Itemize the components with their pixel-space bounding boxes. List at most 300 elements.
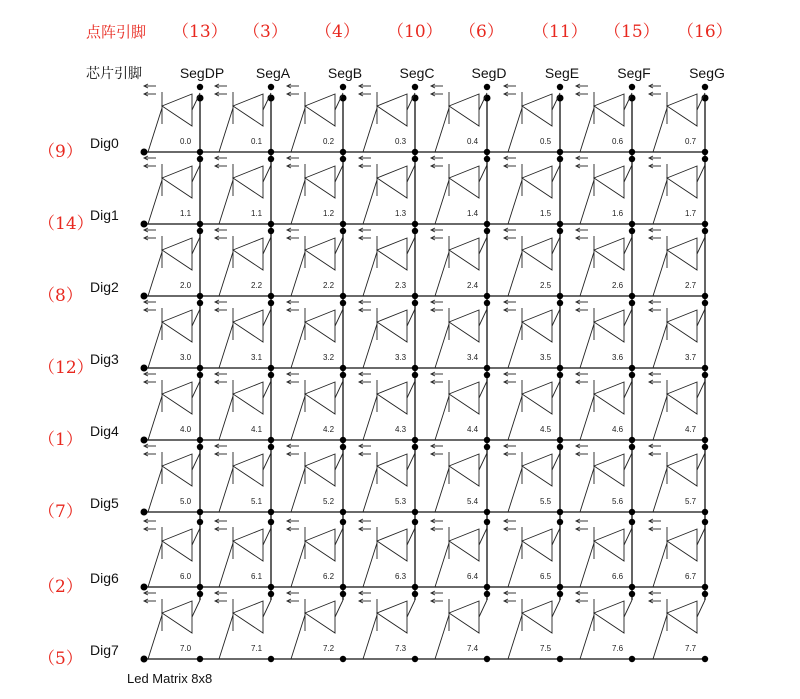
diode-lead [552, 165, 560, 182]
led-cell [431, 228, 490, 299]
junction-dot [557, 591, 563, 597]
junction-dot [340, 221, 346, 227]
column-matrix-pin: （10） [387, 22, 443, 42]
junction-dot [268, 293, 274, 299]
diode-lead [508, 324, 522, 368]
led-cell [287, 444, 346, 515]
dig-terminal-dot [141, 437, 148, 444]
diode-lead [363, 543, 377, 587]
diode-lead [363, 180, 377, 224]
row-chip-pin: Dig3 [90, 351, 119, 367]
junction-dot [412, 656, 418, 662]
junction-dot [629, 372, 635, 378]
diode-triangle [377, 382, 407, 414]
diode-lead [435, 324, 449, 368]
junction-dot [484, 365, 490, 371]
led-label: 7.1 [251, 644, 263, 653]
junction-dot [702, 149, 708, 155]
diode-lead [435, 180, 449, 224]
diode-lead [624, 93, 632, 110]
led-label: 7.3 [395, 644, 407, 653]
diode-lead [407, 93, 415, 110]
diode-lead [552, 600, 560, 617]
junction-dot [340, 149, 346, 155]
led-label: 5.4 [467, 497, 479, 506]
junction-dot [412, 84, 418, 90]
diode-lead [580, 396, 594, 440]
diode-lead [407, 381, 415, 398]
diode-lead [552, 309, 560, 326]
junction-dot [702, 293, 708, 299]
led-cell [144, 591, 203, 662]
diode-triangle [667, 166, 697, 198]
diode-lead [291, 180, 305, 224]
junction-dot [702, 519, 708, 525]
led-label: 1.6 [612, 209, 624, 218]
led-cell [359, 591, 418, 662]
diode-lead [263, 528, 271, 545]
led-cell [359, 519, 418, 590]
diode-lead [508, 108, 522, 152]
junction-dot [197, 437, 203, 443]
matrix-pin-title: 点阵引脚 [86, 23, 147, 41]
led-cell [215, 519, 274, 590]
diode-triangle [305, 529, 335, 561]
row-matrix-pin: （7） [38, 502, 83, 522]
led-cell [649, 156, 708, 227]
led-cell [359, 444, 418, 515]
junction-dot [629, 365, 635, 371]
junction-dot [268, 591, 274, 597]
junction-dot [340, 156, 346, 162]
led-label: 1.2 [323, 209, 335, 218]
row-chip-pin: Dig5 [90, 495, 119, 511]
junction-dot [484, 149, 490, 155]
junction-dot [412, 437, 418, 443]
diode-triangle [594, 454, 624, 486]
led-label: 2.2 [323, 281, 335, 290]
diode-triangle [377, 310, 407, 342]
diode-lead [263, 381, 271, 398]
led-label: 2.5 [540, 281, 552, 290]
junction-dot [340, 372, 346, 378]
led-label: 3.7 [685, 353, 697, 362]
diode-lead [407, 600, 415, 617]
led-label: 5.0 [180, 497, 192, 506]
diode-lead [219, 324, 233, 368]
diode-lead [335, 165, 343, 182]
diode-lead [148, 543, 162, 587]
dig-terminal-dot [141, 509, 148, 516]
diode-lead [624, 600, 632, 617]
junction-dot [197, 372, 203, 378]
diode-triangle [233, 310, 263, 342]
diode-triangle [305, 454, 335, 486]
diode-lead [580, 180, 594, 224]
diode-lead [653, 396, 667, 440]
diode-lead [697, 528, 705, 545]
row-matrix-pin: （1） [38, 430, 83, 450]
diode-lead [697, 93, 705, 110]
diode-lead [697, 165, 705, 182]
led-cell [649, 84, 708, 155]
junction-dot [629, 221, 635, 227]
led-label: 0.7 [685, 137, 697, 146]
diode-lead [335, 381, 343, 398]
diode-lead [192, 600, 200, 617]
junction-dot [557, 437, 563, 443]
led-label: 7.2 [323, 644, 335, 653]
diode-lead [552, 453, 560, 470]
row-matrix-pin: （8） [38, 286, 83, 306]
led-label: 0.3 [395, 137, 407, 146]
row-chip-pin: Dig6 [90, 570, 119, 586]
column-chip-pin: SegG [689, 65, 725, 81]
diode-triangle [449, 454, 479, 486]
junction-dot [412, 293, 418, 299]
diode-lead [291, 468, 305, 512]
diode-lead [653, 324, 667, 368]
diode-lead [435, 252, 449, 296]
led-cell [649, 372, 708, 443]
diode-lead [624, 165, 632, 182]
junction-dot [702, 84, 708, 90]
led-cell [215, 156, 274, 227]
junction-dot [557, 221, 563, 227]
junction-dot [268, 519, 274, 525]
led-cell [504, 228, 563, 299]
led-cell [649, 519, 708, 590]
diode-lead [407, 453, 415, 470]
junction-dot [197, 656, 203, 662]
diode-lead [335, 309, 343, 326]
led-label: 2.3 [395, 281, 407, 290]
junction-dot [197, 228, 203, 234]
led-cell [431, 84, 490, 155]
led-label: 6.1 [251, 572, 263, 581]
led-label: 3.0 [180, 353, 192, 362]
led-cell [287, 519, 346, 590]
diode-lead [263, 93, 271, 110]
diode-lead [479, 528, 487, 545]
junction-dot [484, 591, 490, 597]
diode-lead [263, 309, 271, 326]
junction-dot [484, 293, 490, 299]
junction-dot [340, 509, 346, 515]
diode-lead [363, 396, 377, 440]
led-cell [215, 228, 274, 299]
led-cell [359, 372, 418, 443]
diode-lead [263, 237, 271, 254]
diode-lead [552, 237, 560, 254]
led-label: 4.0 [180, 425, 192, 434]
junction-dot [268, 444, 274, 450]
diode-lead [363, 108, 377, 152]
led-cell [359, 84, 418, 155]
led-label: 0.0 [180, 137, 192, 146]
junction-dot [557, 228, 563, 234]
diode-lead [407, 165, 415, 182]
junction-dot [629, 300, 635, 306]
junction-dot [702, 444, 708, 450]
led-label: 2.6 [612, 281, 624, 290]
diode-lead [435, 108, 449, 152]
led-label: 3.2 [323, 353, 335, 362]
dig-terminal-dot [141, 293, 148, 300]
led-label: 3.1 [251, 353, 263, 362]
junction-dot [702, 591, 708, 597]
diode-lead [219, 108, 233, 152]
diode-triangle [233, 454, 263, 486]
column-chip-pin: SegD [471, 65, 507, 81]
led-cell [144, 372, 203, 443]
diode-triangle [522, 94, 552, 126]
diode-lead [508, 180, 522, 224]
junction-dot [268, 84, 274, 90]
diode-lead [552, 528, 560, 545]
diode-lead [624, 528, 632, 545]
junction-dot [702, 300, 708, 306]
junction-dot [340, 300, 346, 306]
junction-dot [197, 509, 203, 515]
junction-dot [557, 372, 563, 378]
dig-terminal-dot [141, 656, 148, 663]
led-cell [504, 156, 563, 227]
led-label: 2.2 [251, 281, 263, 290]
led-cell [576, 228, 635, 299]
diode-lead [335, 528, 343, 545]
diode-lead [653, 468, 667, 512]
diode-triangle [233, 238, 263, 270]
diode-lead [479, 381, 487, 398]
junction-dot [412, 156, 418, 162]
diode-lead [479, 309, 487, 326]
diode-lead [219, 543, 233, 587]
led-label: 7.0 [180, 644, 192, 653]
diode-triangle [667, 94, 697, 126]
diode-triangle [162, 382, 192, 414]
junction-dot [557, 156, 563, 162]
junction-dot [702, 228, 708, 234]
led-cell [504, 591, 563, 662]
led-label: 2.7 [685, 281, 697, 290]
diode-triangle [522, 454, 552, 486]
led-cell [431, 372, 490, 443]
junction-dot [557, 509, 563, 515]
junction-dot [484, 372, 490, 378]
diode-lead [219, 180, 233, 224]
led-label: 4.4 [467, 425, 479, 434]
diode-triangle [667, 601, 697, 633]
junction-dot [197, 519, 203, 525]
diode-triangle [377, 238, 407, 270]
junction-dot [629, 293, 635, 299]
diode-lead [363, 468, 377, 512]
row-matrix-pin: （12） [38, 358, 94, 378]
diode-triangle [305, 94, 335, 126]
diode-lead [192, 309, 200, 326]
led-label: 2.4 [467, 281, 479, 290]
junction-dot [268, 300, 274, 306]
led-label: 1.5 [540, 209, 552, 218]
diode-lead [479, 600, 487, 617]
led-cell [649, 300, 708, 371]
led-label: 4.6 [612, 425, 624, 434]
led-cell [649, 591, 708, 662]
diode-lead [219, 468, 233, 512]
diode-triangle [377, 529, 407, 561]
led-cell [431, 444, 490, 515]
led-cell [215, 444, 274, 515]
row-chip-pin: Dig4 [90, 423, 119, 439]
row-matrix-pin: （9） [38, 142, 83, 162]
diode-lead [363, 615, 377, 659]
led-label: 6.6 [612, 572, 624, 581]
junction-dot [557, 84, 563, 90]
diode-lead [148, 615, 162, 659]
diode-lead [580, 252, 594, 296]
led-cell [504, 444, 563, 515]
led-cell [144, 228, 203, 299]
diode-lead [624, 381, 632, 398]
junction-dot [702, 365, 708, 371]
diode-triangle [162, 166, 192, 198]
led-cell [215, 591, 274, 662]
column-matrix-pin: （13） [172, 22, 228, 42]
diode-triangle [162, 238, 192, 270]
led-label: 1.3 [395, 209, 407, 218]
junction-dot [268, 365, 274, 371]
diode-lead [219, 252, 233, 296]
diode-lead [508, 252, 522, 296]
diode-lead [653, 543, 667, 587]
diode-lead [192, 93, 200, 110]
diode-lead [580, 615, 594, 659]
diode-lead [263, 453, 271, 470]
diode-triangle [522, 382, 552, 414]
junction-dot [629, 149, 635, 155]
junction-dot [629, 584, 635, 590]
diode-lead [335, 600, 343, 617]
diode-triangle [667, 529, 697, 561]
diode-triangle [449, 382, 479, 414]
diode-triangle [449, 94, 479, 126]
junction-dot [484, 84, 490, 90]
diode-lead [435, 396, 449, 440]
diode-lead [219, 615, 233, 659]
diode-triangle [594, 382, 624, 414]
junction-dot [629, 519, 635, 525]
diode-lead [580, 108, 594, 152]
junction-dot [268, 437, 274, 443]
led-label: 0.2 [323, 137, 335, 146]
row-chip-pin: Dig7 [90, 642, 119, 658]
led-cell [144, 156, 203, 227]
diode-lead [479, 165, 487, 182]
led-cell [359, 300, 418, 371]
dig-terminal-dot [141, 221, 148, 228]
junction-dot [412, 300, 418, 306]
diode-lead [435, 468, 449, 512]
diode-lead [363, 324, 377, 368]
junction-dot [268, 156, 274, 162]
led-cell [576, 372, 635, 443]
led-label: 7.7 [685, 644, 697, 653]
diode-lead [148, 468, 162, 512]
column-matrix-pin: （6） [459, 22, 504, 42]
diode-lead [291, 252, 305, 296]
diode-triangle [449, 166, 479, 198]
junction-dot [412, 365, 418, 371]
row-chip-pin: Dig0 [90, 135, 119, 151]
diode-lead [653, 180, 667, 224]
led-label: 6.4 [467, 572, 479, 581]
junction-dot [197, 591, 203, 597]
junction-dot [197, 149, 203, 155]
diode-lead [697, 453, 705, 470]
row-matrix-pin: （5） [38, 649, 83, 669]
diode-lead [508, 615, 522, 659]
junction-dot [629, 509, 635, 515]
row-chip-pin: Dig1 [90, 207, 119, 223]
led-cell [649, 444, 708, 515]
junction-dot [197, 365, 203, 371]
dig-terminal-dot [141, 584, 148, 591]
led-cell [431, 519, 490, 590]
junction-dot [268, 509, 274, 515]
diode-triangle [233, 529, 263, 561]
led-label: 7.4 [467, 644, 479, 653]
led-cell [359, 228, 418, 299]
junction-dot [412, 221, 418, 227]
junction-dot [268, 221, 274, 227]
diode-triangle [233, 166, 263, 198]
column-chip-pin: SegE [544, 65, 580, 81]
led-label: 0.6 [612, 137, 624, 146]
junction-dot [484, 437, 490, 443]
diagram-caption: Led Matrix 8x8 [127, 671, 213, 686]
led-cell [649, 228, 708, 299]
diode-lead [479, 237, 487, 254]
diode-lead [407, 528, 415, 545]
junction-dot [702, 437, 708, 443]
led-cell [359, 156, 418, 227]
diode-lead [192, 237, 200, 254]
led-label: 5.6 [612, 497, 624, 506]
junction-dot [702, 509, 708, 515]
led-label: 5.1 [251, 497, 263, 506]
led-cell [287, 372, 346, 443]
junction-dot [484, 228, 490, 234]
junction-dot [340, 228, 346, 234]
diode-lead [363, 252, 377, 296]
junction-dot [197, 84, 203, 90]
led-cell [215, 300, 274, 371]
led-cell [287, 591, 346, 662]
diode-lead [697, 600, 705, 617]
diode-triangle [449, 310, 479, 342]
column-matrix-pin: （4） [315, 22, 360, 42]
diode-triangle [667, 310, 697, 342]
diode-triangle [233, 94, 263, 126]
column-chip-pin: SegC [399, 65, 435, 81]
led-grid [144, 84, 708, 662]
led-cell [215, 372, 274, 443]
junction-dot [340, 84, 346, 90]
diode-triangle [594, 310, 624, 342]
diode-lead [192, 528, 200, 545]
diode-lead [624, 309, 632, 326]
